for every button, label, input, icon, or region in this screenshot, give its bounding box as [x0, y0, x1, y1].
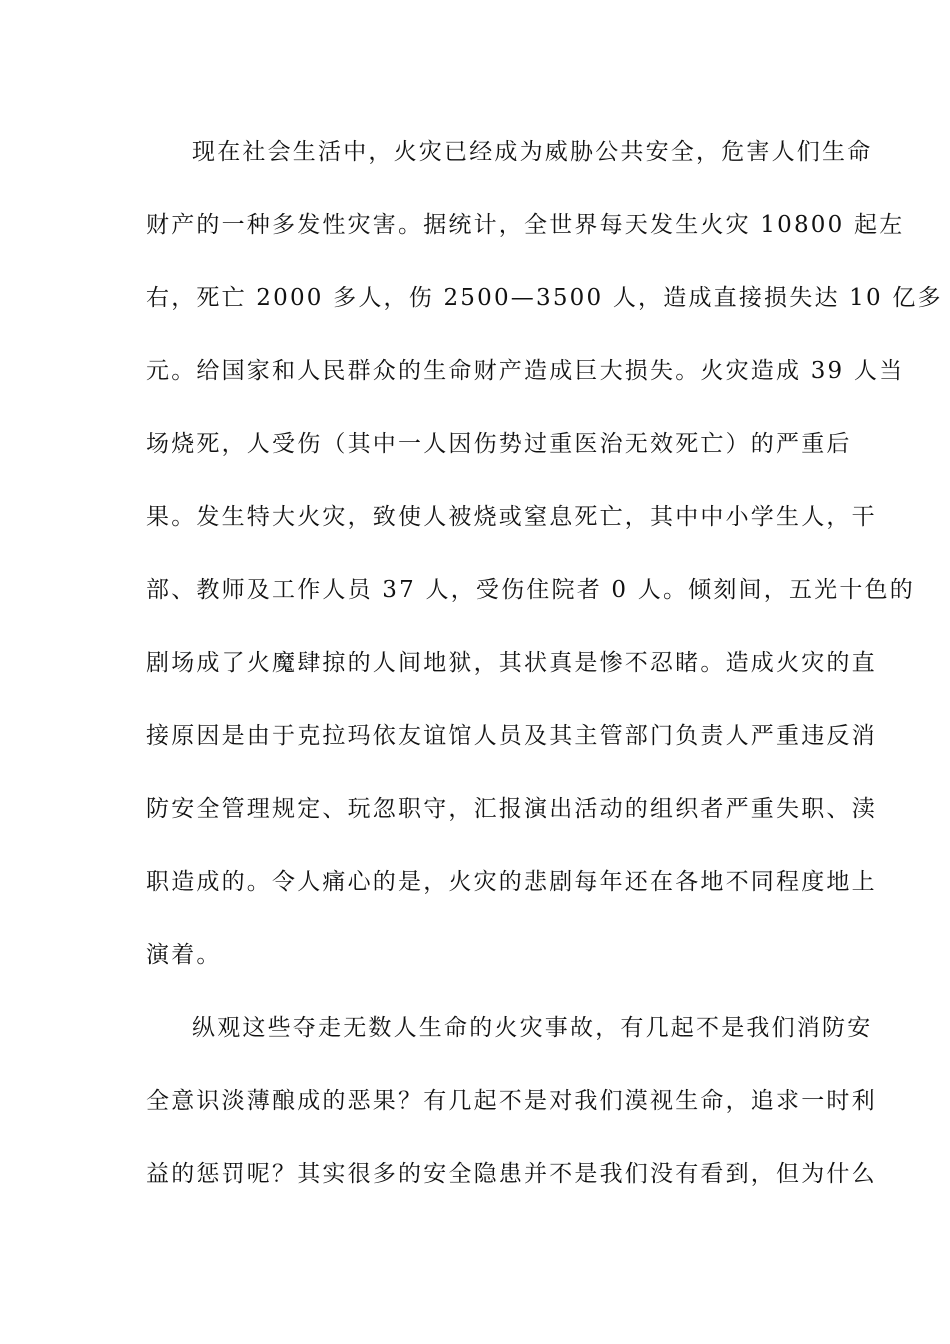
paragraph-line: 场烧死，人受伤（其中一人因伤势过重医治无效死亡）的严重后	[146, 431, 852, 457]
paragraph-line: 防安全管理规定、玩忽职守，汇报演出活动的组织者严重失职、渎	[146, 796, 877, 822]
paragraph-line: 剧场成了火魔肆掠的人间地狱，其状真是惨不忍睹。造成火灾的直	[146, 650, 877, 676]
paragraph-line: 财产的一种多发性灾害。据统计，全世界每天发生火灾 10800 起左	[146, 212, 905, 238]
paragraph-line: 益的惩罚呢？其实很多的安全隐患并不是我们没有看到，但为什么	[146, 1161, 877, 1187]
paragraph-line: 职造成的。令人痛心的是，火灾的悲剧每年还在各地不同程度地上	[146, 869, 877, 895]
paragraph-line: 现在社会生活中，火灾已经成为威胁公共安全，危害人们生命	[192, 139, 873, 165]
paragraph-line: 纵观这些夺走无数人生命的火灾事故，有几起不是我们消防安	[192, 1015, 873, 1041]
paragraph-line: 部、教师及工作人员 37 人，受伤住院者 0 人。倾刻间，五光十色的	[146, 577, 915, 603]
paragraph-line: 果。发生特大火灾，致使人被烧或窒息死亡，其中中小学生人，干	[146, 504, 877, 530]
paragraph-line: 元。给国家和人民群众的生命财产造成巨大损失。火灾造成 39 人当	[146, 358, 905, 384]
paragraph-line: 演着。	[146, 942, 222, 968]
paragraph-line: 右，死亡 2000 多人，伤 2500—3500 人，造成直接损失达 10 亿多	[146, 285, 943, 311]
paragraph-line: 全意识淡薄酿成的恶果？有几起不是对我们漠视生命，追求一时利	[146, 1088, 877, 1114]
paragraph-line: 接原因是由于克拉玛依友谊馆人员及其主管部门负责人严重违反消	[146, 723, 877, 749]
